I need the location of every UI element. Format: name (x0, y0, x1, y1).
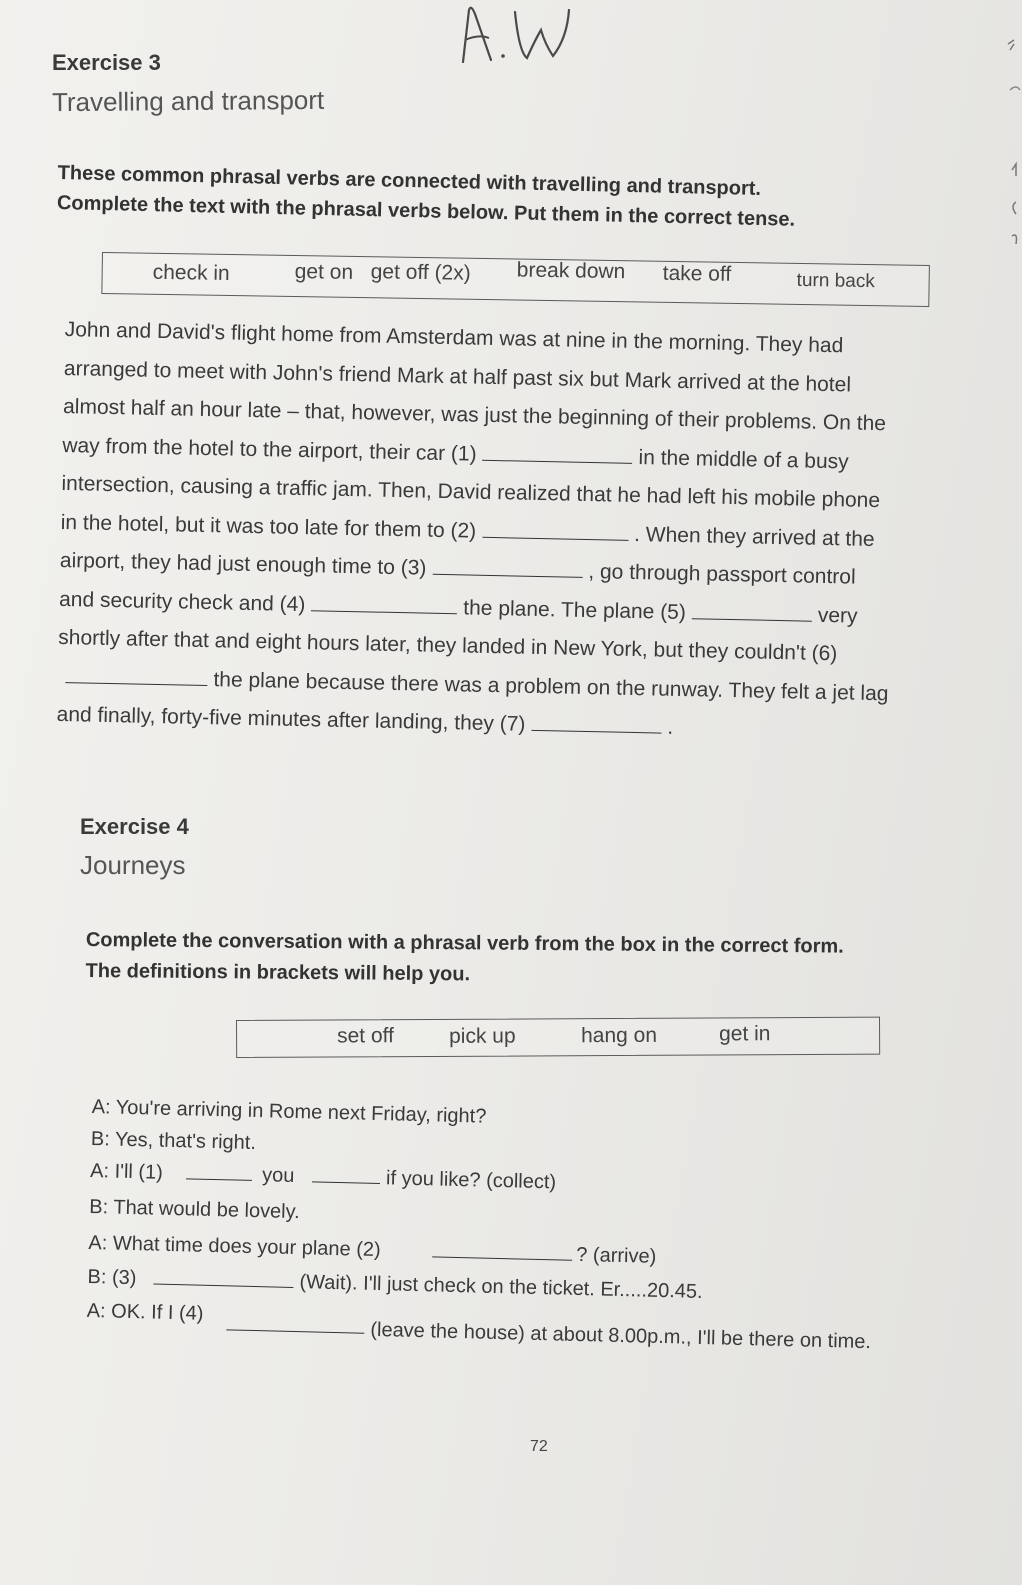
text-segment: in the middle of a busy (638, 445, 849, 473)
exercise-3-subtitle: Travelling and transport (51, 84, 325, 118)
dialog-blank-2[interactable] (432, 1240, 572, 1260)
answer-blank-3[interactable] (432, 558, 582, 578)
text-segment: . When they arrived at the (633, 522, 875, 551)
text-segment: . (667, 715, 674, 739)
word-get-on: get on (294, 260, 354, 284)
instruction-line: Complete the conversation with a phrasal verb from the box in the correct form. (85, 928, 844, 958)
word-set-off: set off (337, 1024, 394, 1048)
dialog-text: B: (3) (87, 1265, 137, 1290)
answer-blank-1[interactable] (482, 443, 632, 463)
dialog-blank-1b[interactable] (312, 1165, 380, 1184)
text-segment: John and David's flight home from Amsterdam was at nine in the morning. They had (64, 318, 844, 358)
word-get-in: get in (719, 1022, 771, 1046)
dialog-blank-3[interactable] (153, 1268, 293, 1288)
exercise-4-word-box (236, 1017, 880, 1058)
exercise-3-instructions (57, 158, 796, 235)
exercise-4-instructions (85, 925, 843, 994)
answer-blank-4[interactable] (311, 594, 457, 614)
dialog-text: B: Yes, that's right. (90, 1127, 257, 1155)
text-segment: airport, they had just enough time to (3) (59, 548, 427, 580)
instruction-line: The definitions in brackets will help you. (85, 959, 471, 986)
exercise-3-title: Exercise 3 (52, 50, 161, 75)
text-segment: and security check and (4) (58, 587, 306, 616)
dialog-text: A: OK. If I (4) (86, 1299, 204, 1325)
text-segment: almost half an hour late – that, however, was just the beginning of their problems. On the (62, 394, 887, 436)
word-turn-back: turn back (796, 269, 875, 293)
handwritten-initials (445, 0, 585, 72)
page-number: 72 (530, 1438, 548, 1455)
text-segment: and finally, forty-five minutes after landing, they (7) (56, 702, 526, 736)
instruction-line: Complete the text with the phrasal verbs below. Put them in the correct tense. (56, 191, 796, 231)
answer-blank-2[interactable] (482, 520, 628, 540)
word-break-down: break down (516, 258, 626, 284)
exercise-4-title: Exercise 4 (80, 814, 189, 839)
dialog-text: ? (arrive) (575, 1243, 657, 1268)
text-segment: shortly after that and eight hours later, they landed in New York, but they couldn't (6) (58, 625, 838, 666)
text-segment: intersection, causing a traffic jam. Then, David realized that he had left his mobile phone (61, 471, 881, 513)
dialog-text: you (261, 1164, 295, 1187)
dialog-text: (leave the house) at about 8.00p.m., I'll be there on time. (370, 1318, 872, 1354)
exercise-4-subtitle: Journeys (80, 850, 186, 880)
word-check-in: check in (152, 260, 230, 286)
dialog-text: B: That would be lovely. (89, 1195, 300, 1224)
text-segment: the plane because there was a problem on the runway. They felt a jet lag (213, 667, 889, 705)
word-get-off: get off (2x) (370, 260, 471, 285)
answer-blank-6[interactable] (65, 666, 207, 686)
exercise-3-text (56, 318, 970, 760)
answer-blank-5[interactable] (692, 602, 812, 622)
dialog-text: (Wait). I'll just check on the ticket. Er.....20.45. (299, 1271, 703, 1303)
dialog-text: if you like? (collect) (385, 1167, 557, 1194)
text-segment: the plane. The plane (5) (463, 595, 687, 624)
word-pick-up: pick up (449, 1024, 516, 1048)
text-segment: arranged to meet with John's friend Mark at half past six but Mark arrived at the hotel (63, 356, 852, 396)
text-segment: way from the hotel to the airport, their car (1) (62, 433, 477, 466)
dialog-blank-1a[interactable] (186, 1162, 252, 1181)
dialog-text: A: I'll (1) (89, 1159, 164, 1184)
word-hang-on: hang on (581, 1023, 658, 1048)
text-segment: , go through passport control (588, 560, 856, 589)
word-take-off: take off (662, 261, 732, 286)
dialog-text: A: You're arriving in Rome next Friday, right? (91, 1096, 487, 1128)
exercise-4-dialog (86, 1096, 952, 1353)
dialog-blank-4[interactable] (226, 1313, 364, 1333)
answer-blank-7[interactable] (531, 714, 661, 734)
instruction-line: These common phrasal verbs are connected with travelling and transport. (57, 161, 762, 200)
page-edge-marks (1000, 30, 1022, 260)
text-segment: in the hotel, but it was too late for them to (2) (60, 510, 477, 543)
exercise-3-word-box (101, 252, 930, 307)
dialog-text: A: What time does your plane (2) (88, 1231, 381, 1262)
text-segment: very (817, 603, 858, 628)
